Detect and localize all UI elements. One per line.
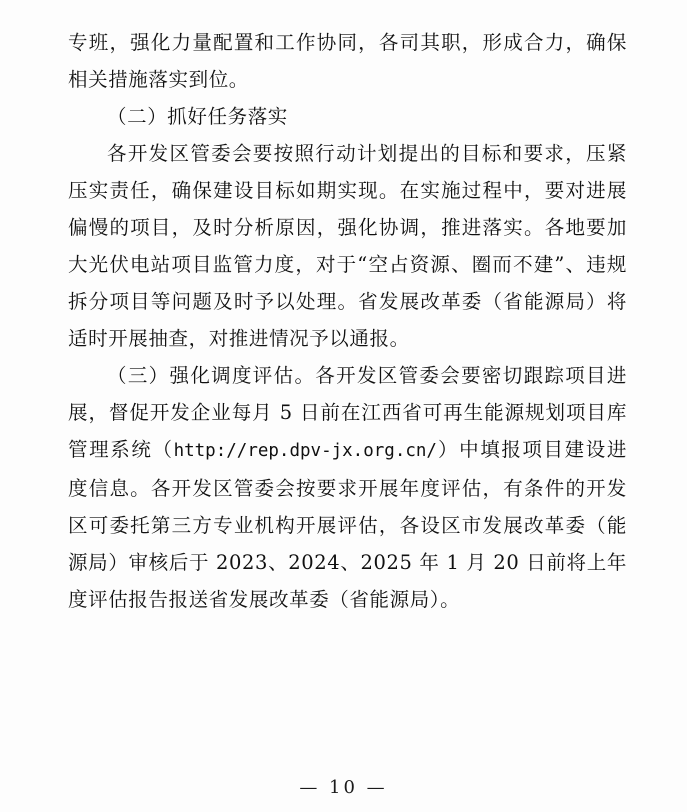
document-body	[68, 24, 627, 618]
paragraph-continued: 专班，强化力量配置和工作协同，各司其职，形成合力，确保相关措施落实到位。	[68, 31, 627, 91]
page-number-footer: — 10 —	[299, 777, 388, 798]
project-library-url[interactable]: http://rep.dpv-jx.org.cn/	[173, 441, 437, 461]
paragraph-section-three	[68, 357, 627, 618]
section-heading-two: （二）抓好任务落实	[107, 105, 288, 128]
paragraph-section-two-body: 各开发区管委会要按照行动计划提出的目标和要求，压紧压实责任，确保建设目标如期实现。在实施过程中，要对进展偏慢的项目，及时分析原因，强化协调，推进落实。各地要加大光伏电站项目监管力度，对于“空占资源、圈而不建”、违规拆分项目等问题及时予以处理。省发展改革委（省能源局）将适时开展抽查，对推进情况予以通报。	[68, 142, 627, 350]
paragraph-section-three-tail: ）中填报项目建设进度信息。各开发区管委会按要求开展年度评估，有条件的开发区可委托第三方专业机构开展评估，各设区市发展改革委（能源局）审核后于 2023、2024、2025 年 1 月 20 日前将上年度评估报告报送省发展改革委（省能源局）。	[68, 438, 627, 611]
paragraph-section-three-lead: （三）强化调度评估。各开发区管委会要密切跟踪项目进展，督促开发企业每月 5 日前在江西省可再生能源规划项目库管理系统（	[68, 364, 627, 461]
